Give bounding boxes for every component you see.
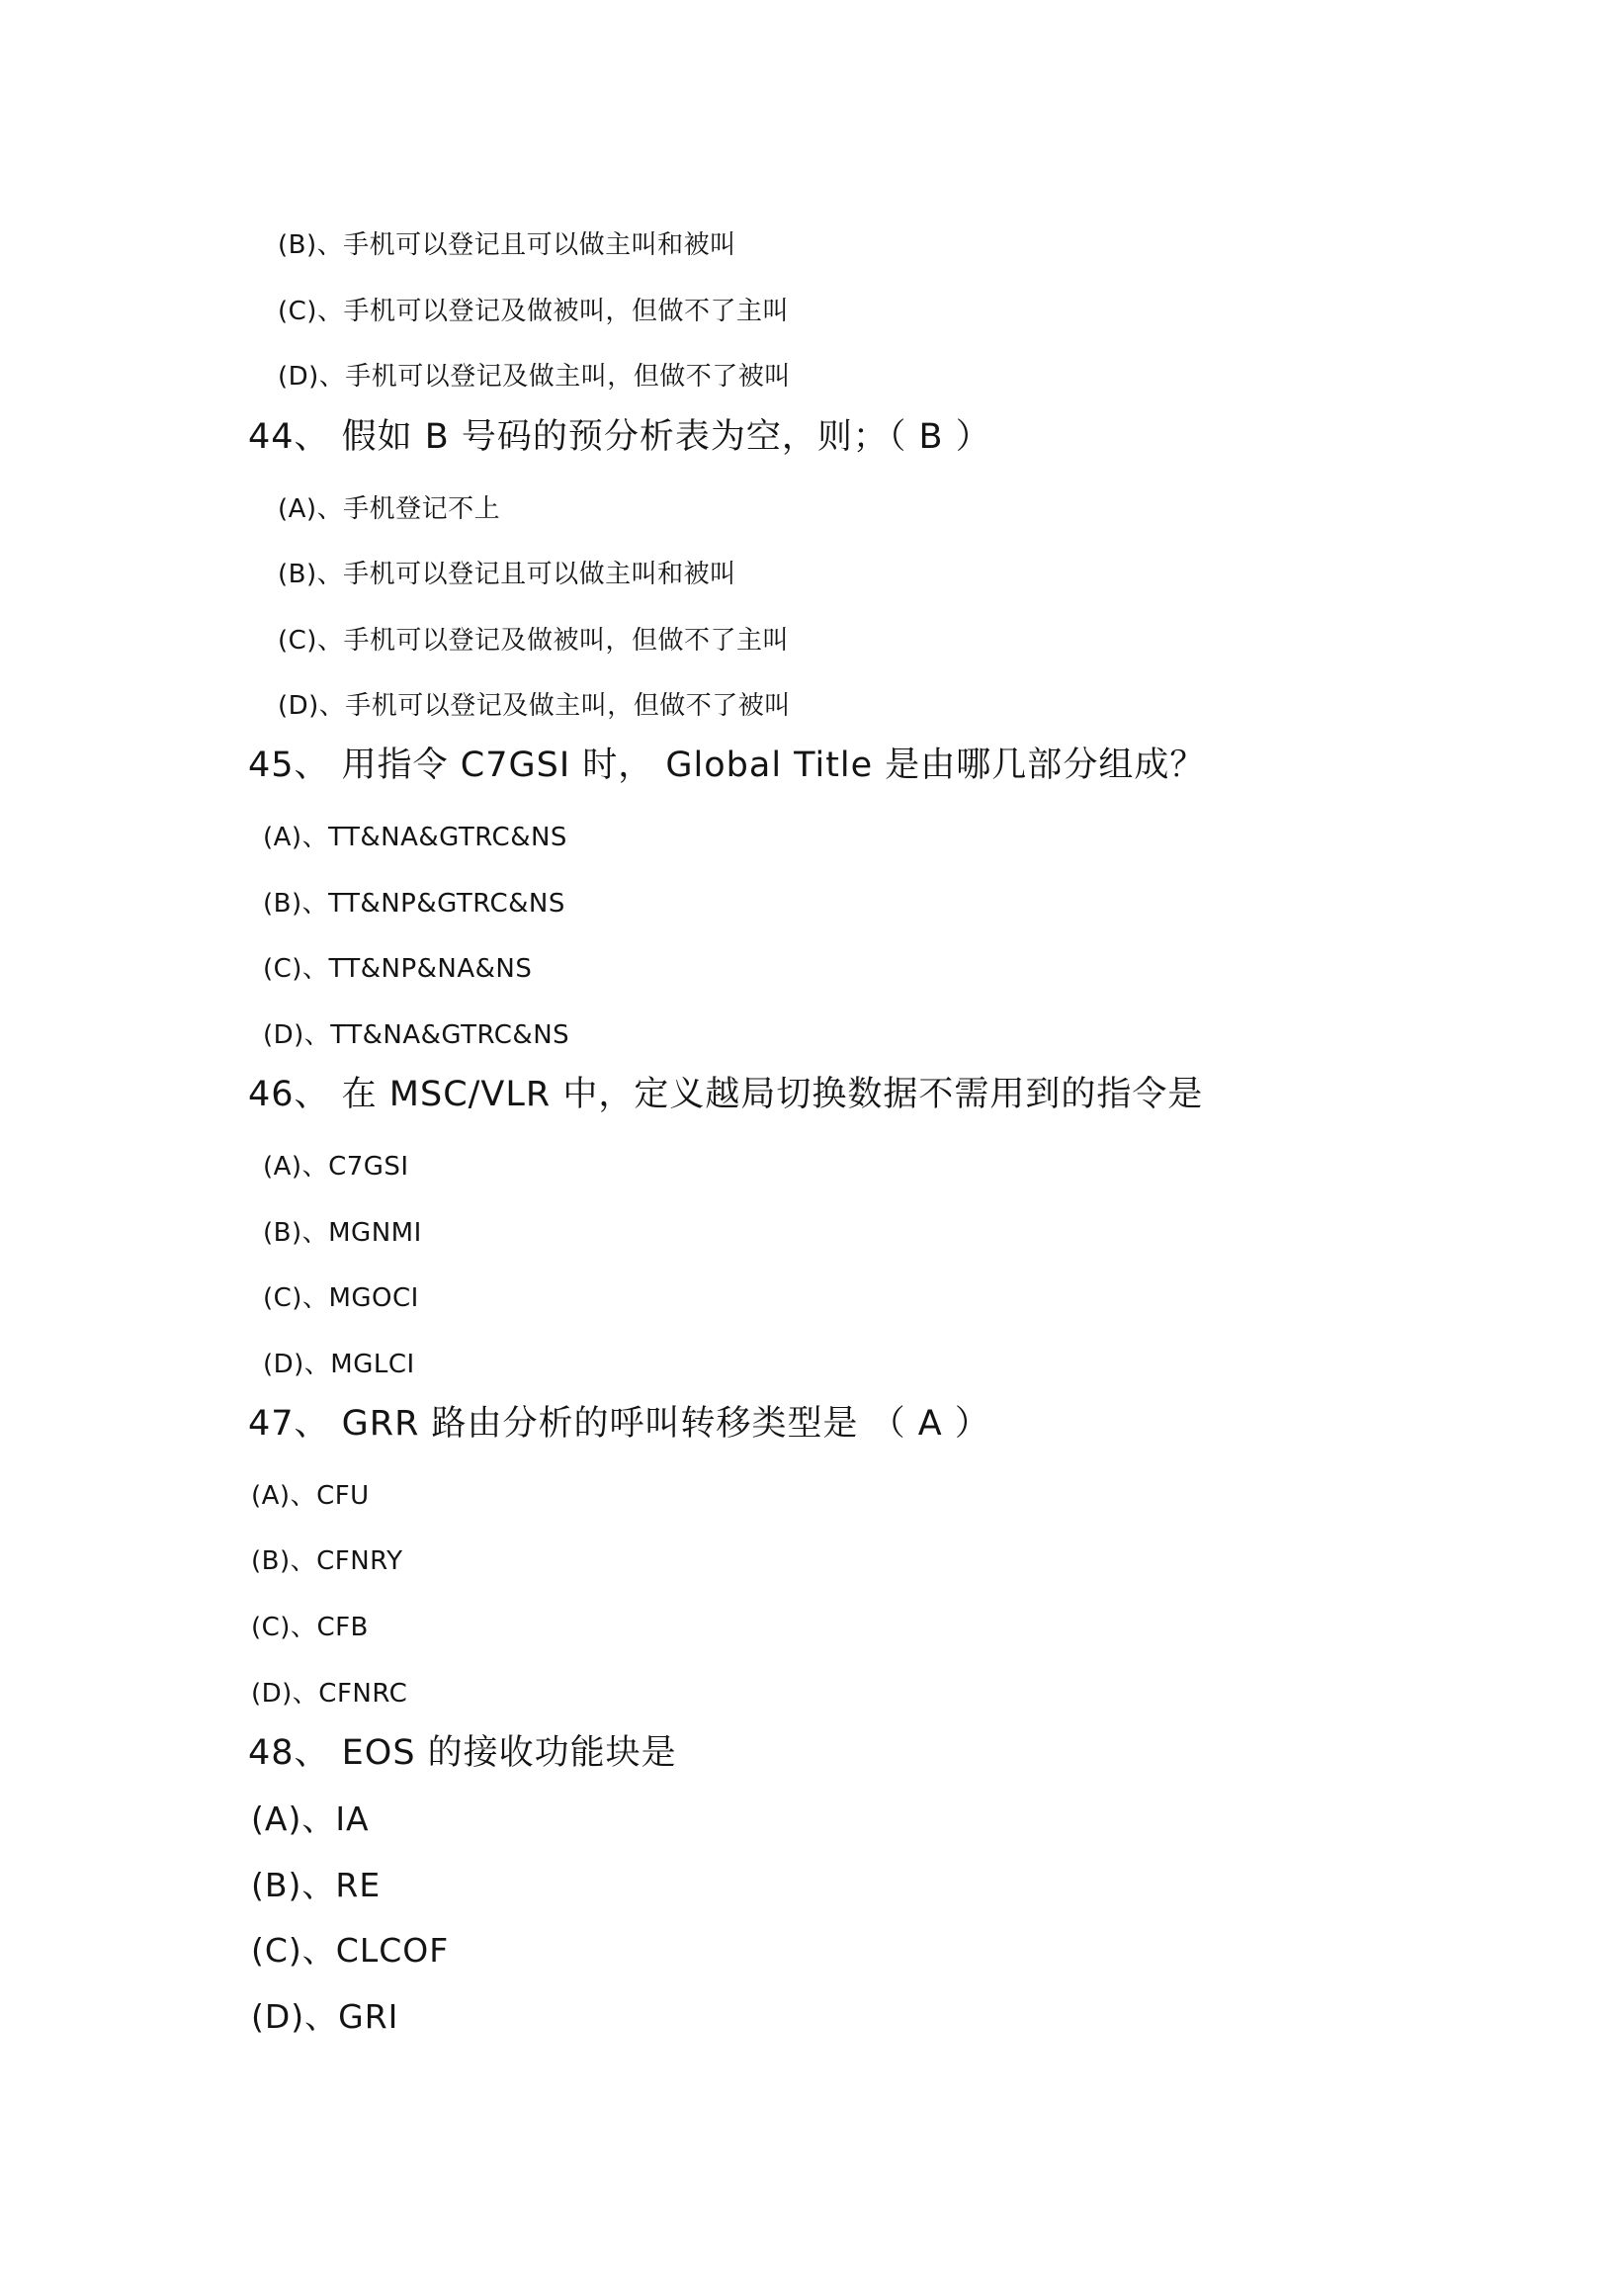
q47-option-a: (A)、CFU bbox=[251, 1481, 370, 1511]
q48-option-d: (D)、GRI bbox=[251, 1997, 399, 2036]
q46-option-a: (A)、C7GSI bbox=[263, 1152, 409, 1182]
q46-option-b: (B)、MGNMI bbox=[263, 1218, 422, 1248]
question-46: 46、 在 MSC/VLR 中，定义越局切换数据不需用到的指令是 bbox=[248, 1075, 1204, 1114]
question-44: 44、 假如 B 号码的预分析表为空，则；（ B ） bbox=[248, 417, 991, 457]
q44-option-c: (C)、手机可以登记及做被叫，但做不了主叫 bbox=[278, 626, 789, 656]
q46-option-d: (D)、MGLCI bbox=[263, 1350, 415, 1379]
q43-option-b: (B)、手机可以登记且可以做主叫和被叫 bbox=[278, 230, 736, 260]
q48-option-b: (B)、RE bbox=[251, 1866, 382, 1904]
q45-option-d: (D)、TT&NA&GTRC&NS bbox=[263, 1020, 570, 1050]
q48-option-c: (C)、CLCOF bbox=[251, 1931, 450, 1970]
q47-option-d: (D)、CFNRC bbox=[251, 1679, 408, 1709]
q44-option-a: (A)、手机登记不上 bbox=[278, 494, 501, 524]
q44-option-d: (D)、手机可以登记及做主叫，但做不了被叫 bbox=[278, 691, 791, 721]
q46-option-c: (C)、MGOCI bbox=[263, 1283, 419, 1313]
question-48: 48、 EOS 的接收功能块是 bbox=[248, 1733, 677, 1773]
q44-option-b: (B)、手机可以登记且可以做主叫和被叫 bbox=[278, 560, 736, 589]
q47-option-c: (C)、CFB bbox=[251, 1613, 369, 1642]
q45-option-a: (A)、TT&NA&GTRC&NS bbox=[263, 823, 567, 852]
q45-option-c: (C)、TT&NP&NA&NS bbox=[263, 954, 533, 984]
question-47: 47、 GRR 路由分析的呼叫转移类型是 （ A ） bbox=[248, 1404, 990, 1444]
question-45: 45、 用指令 C7GSI 时， Global Title 是由哪几部分组成？ bbox=[248, 746, 1206, 785]
q45-option-b: (B)、TT&NP&GTRC&NS bbox=[263, 889, 565, 919]
q48-option-a: (A)、IA bbox=[251, 1800, 370, 1838]
q47-option-b: (B)、CFNRY bbox=[251, 1546, 403, 1576]
q43-option-c: (C)、手机可以登记及做被叫，但做不了主叫 bbox=[278, 297, 789, 326]
q43-option-d: (D)、手机可以登记及做主叫，但做不了被叫 bbox=[278, 362, 791, 392]
